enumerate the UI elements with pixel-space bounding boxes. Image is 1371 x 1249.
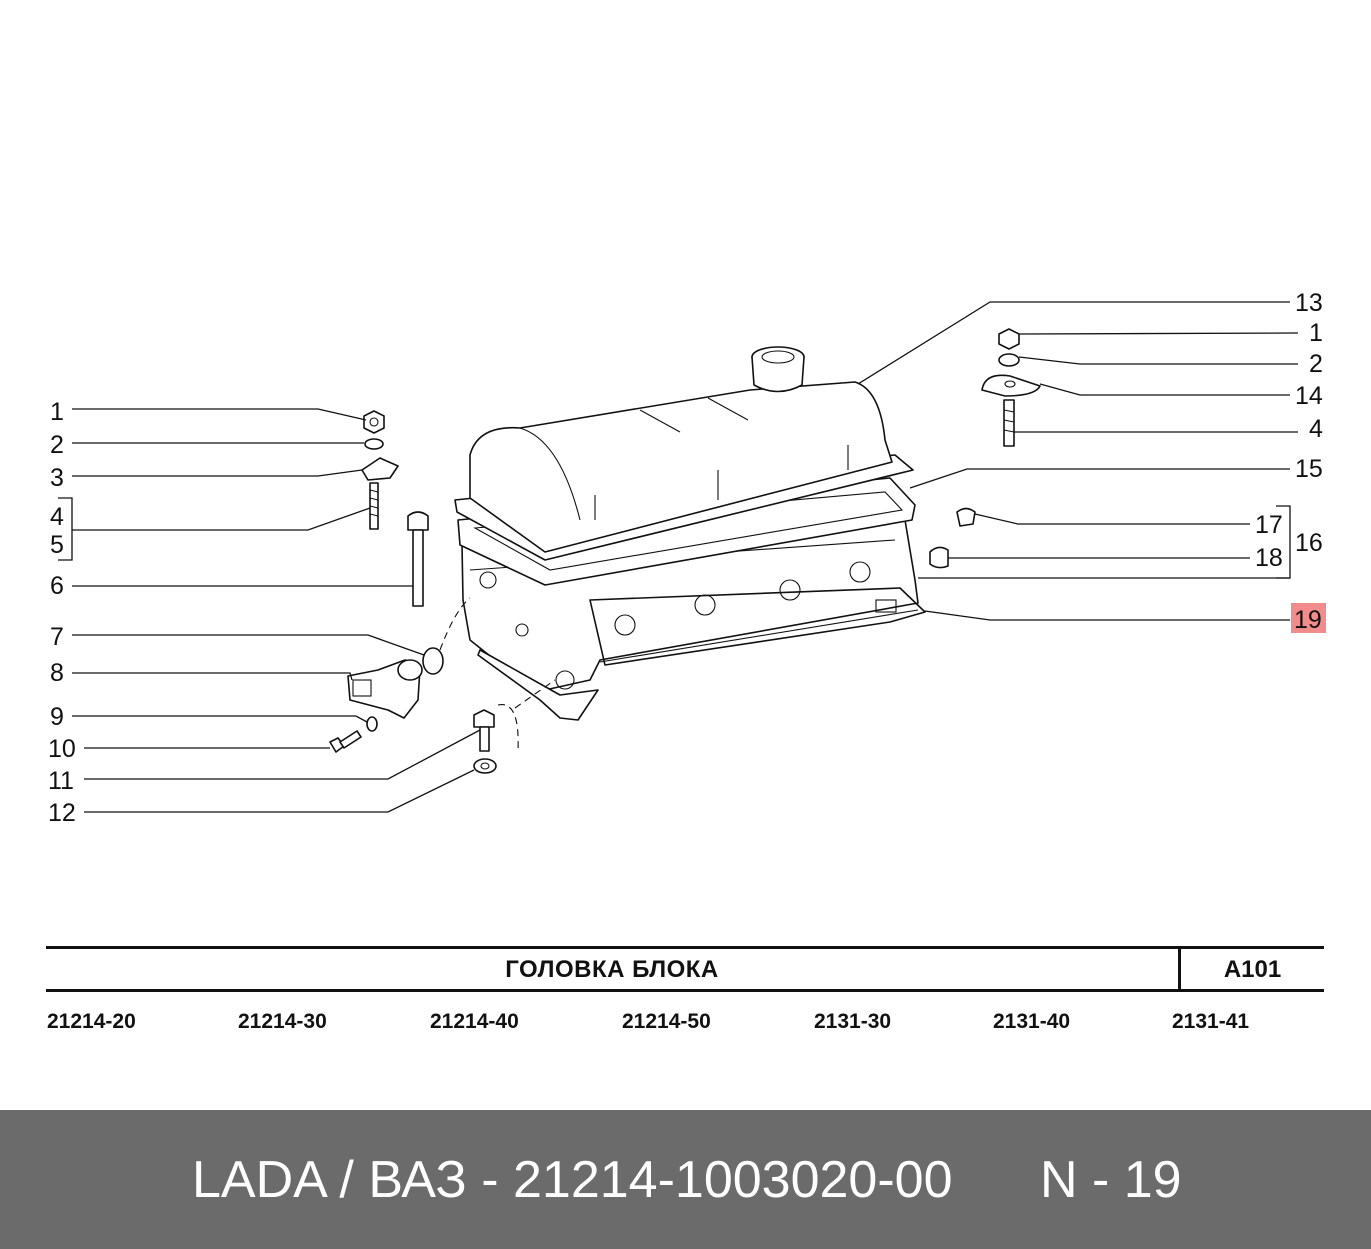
callout-11-left[interactable]: 11 [48, 767, 74, 795]
callout-12-left[interactable]: 12 [48, 799, 76, 827]
model-item: 2131-40 [993, 1010, 1071, 1033]
callout-8-left[interactable]: 8 [50, 659, 64, 687]
callout-14-right[interactable]: 14 [1295, 382, 1323, 410]
callout-1-left[interactable]: 1 [50, 398, 64, 426]
callout-19-highlighted[interactable]: 19 [1294, 606, 1322, 634]
callouts-right [1255, 289, 1326, 634]
page-title: ГОЛОВКА БЛОКА [505, 956, 719, 983]
model-list [0, 1010, 1371, 1046]
callout-13-right[interactable]: 13 [1295, 289, 1323, 317]
model-item: 21214-20 [47, 1010, 136, 1033]
callout-10-left[interactable]: 10 [48, 735, 76, 763]
model-item: 2131-30 [814, 1010, 892, 1033]
position-number: N - 19 [1040, 1151, 1182, 1209]
callout-16-right[interactable]: 16 [1295, 529, 1323, 557]
callout-3-left[interactable]: 3 [50, 464, 64, 492]
callout-18-right[interactable]: 18 [1255, 544, 1283, 572]
cylinder-head-assembly [455, 347, 925, 720]
callout-2-left[interactable]: 2 [50, 431, 64, 459]
model-item: 21214-40 [430, 1010, 519, 1033]
callout-15-right[interactable]: 15 [1295, 455, 1323, 483]
model-item: 21214-30 [238, 1010, 327, 1033]
callout-17-right[interactable]: 17 [1255, 511, 1283, 539]
model-item: 21214-50 [622, 1010, 711, 1033]
callout-1-right[interactable]: 1 [1309, 319, 1323, 347]
callout-2-right[interactable]: 2 [1309, 350, 1323, 378]
callout-6-left[interactable]: 6 [50, 572, 64, 600]
callouts-left [48, 398, 76, 827]
callout-4-right[interactable]: 4 [1309, 415, 1323, 443]
model-item: 2131-41 [1172, 1010, 1250, 1033]
part-number: LADA / ВАЗ - 21214-1003020-00 [192, 1151, 953, 1209]
diagram-code: A101 [1223, 956, 1282, 983]
callout-7-left[interactable]: 7 [50, 623, 64, 651]
callout-9-left[interactable]: 9 [50, 703, 64, 731]
footer-bar [0, 1110, 1371, 1249]
title-block [46, 946, 1324, 992]
right-small-parts [930, 329, 1040, 568]
callout-4-left[interactable]: 4 [50, 503, 64, 531]
callout-5-left[interactable]: 5 [50, 531, 64, 559]
